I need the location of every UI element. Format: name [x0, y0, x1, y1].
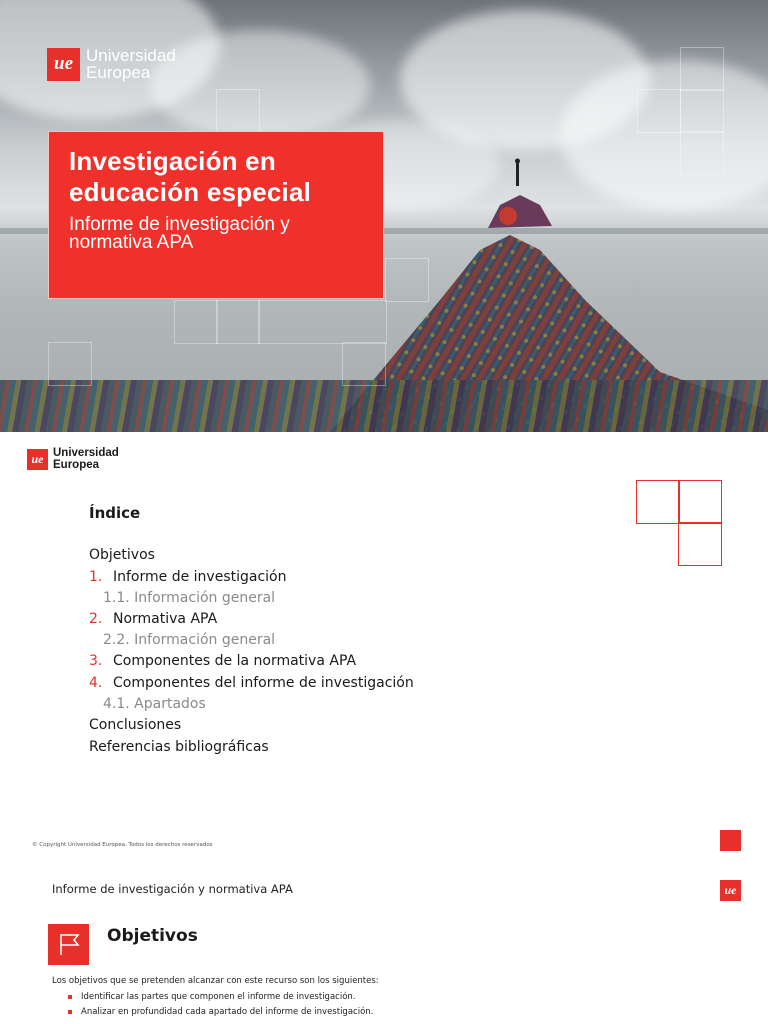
logo-line2: Europea: [86, 63, 151, 82]
ue-logo-icon: ue: [720, 880, 741, 901]
logo-line1: Universidad: [86, 46, 176, 65]
slide-header: Informe de investigación y normativa APA: [52, 882, 293, 896]
decor-square: [678, 480, 722, 524]
toc-label: Informe de investigación: [113, 569, 287, 585]
toc-label: 2.2. Información general: [103, 632, 276, 648]
toc-subitem: [89, 694, 414, 714]
objectives-title: Objetivos: [107, 926, 198, 946]
index-slide: [0, 432, 768, 864]
index-heading: Índice: [89, 504, 141, 522]
toc-label: Conclusiones: [89, 717, 182, 733]
toc-label: 4.1. Apartados: [103, 696, 206, 712]
logo-line2: Europea: [53, 458, 100, 471]
cover-subtitle: Informe de investigación y normativa APA: [69, 214, 290, 253]
toc-label: Componentes de la normativa APA: [113, 653, 357, 669]
logo-line1: Universidad: [53, 447, 119, 459]
objectives-slide: [0, 864, 768, 1024]
decor-square: [678, 522, 722, 566]
universidad-europea-logo: [47, 47, 176, 81]
toy-rubble: [0, 380, 768, 432]
toc-label: Objetivos: [89, 547, 155, 563]
toc-subitem: [89, 588, 414, 608]
table-of-contents: [89, 544, 414, 758]
cover-slide: [0, 0, 768, 432]
toc-number: 3.: [89, 653, 103, 669]
ue-logo-icon: ue: [47, 48, 80, 81]
ue-corner-logo: [720, 880, 741, 901]
decor-square: [636, 480, 680, 524]
toc-number: 1.: [89, 569, 103, 585]
toc-item: [89, 650, 414, 672]
copyright-text: © Copyright Universidad Europea. Todos los derechos reservados: [32, 842, 213, 848]
toc-number: 4.: [89, 675, 103, 691]
objectives-intro: Los objetivos que se pretenden alcanzar con este recurso son los siguientes:: [52, 976, 379, 986]
toc-number: 2.: [89, 611, 103, 627]
list-item: Analizar en profundidad cada apartado del informe de investigación.: [68, 1005, 373, 1020]
objectives-list: [68, 990, 373, 1020]
toc-subitem: [89, 630, 414, 650]
red-corner-square: [720, 830, 741, 851]
toc-item: [89, 544, 414, 566]
toc-label: Componentes del informe de investigación: [113, 675, 414, 691]
toc-label: Normativa APA: [113, 611, 218, 627]
cover-title: Investigación en educación especial: [69, 146, 312, 207]
cover-title-box: [48, 131, 384, 299]
toc-label: Referencias bibliográficas: [89, 739, 269, 755]
toc-item: [89, 672, 414, 694]
universidad-europea-logo-small: [27, 448, 119, 471]
ue-logo-icon: ue: [27, 449, 48, 470]
list-item: Identificar las partes que componen el informe de investigación.: [68, 990, 373, 1005]
toc-item: [89, 608, 414, 630]
toc-item: [89, 714, 414, 736]
flag-icon: [48, 924, 89, 965]
toc-item: [89, 566, 414, 588]
toc-item: [89, 736, 414, 758]
toc-label: 1.1. Información general: [103, 590, 276, 606]
